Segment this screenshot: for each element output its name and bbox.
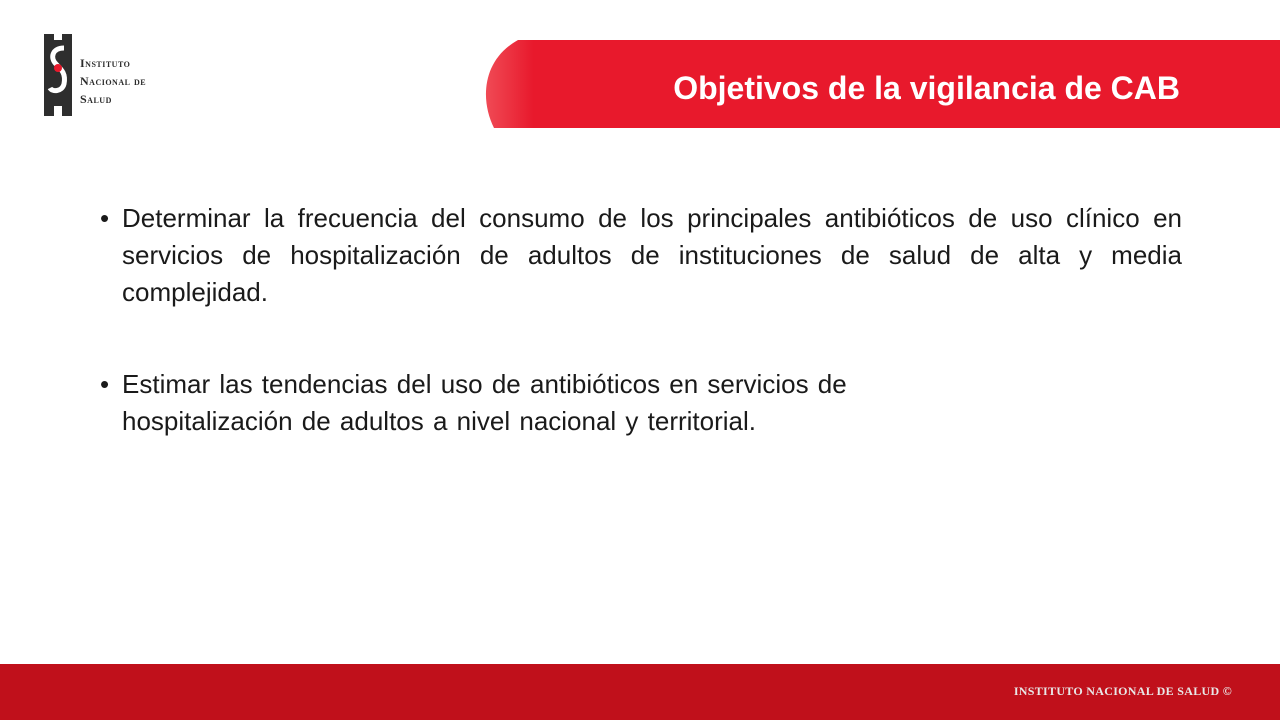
ins-logo (44, 34, 164, 118)
bullet-item (100, 366, 1182, 440)
logo-line-3: Salud (80, 92, 112, 106)
bullet-list (100, 200, 1182, 440)
ins-logo-text (80, 54, 146, 108)
logo-line-1: Instituto (80, 56, 131, 70)
logo-line-2: Nacional de (80, 74, 147, 88)
footer-bar (0, 664, 1280, 720)
bullet-text: Estimar las tendencias del uso de antibióticos en servicios de hospitalización de adultos a nivel nacional y territorial. (122, 369, 847, 436)
bullet-item (100, 200, 1182, 311)
footer-text: INSTITUTO NACIONAL DE SALUD © (1013, 684, 1232, 698)
bullet-text: Determinar la frecuencia del consumo de los principales antibióticos de uso clínico en servicios de hospitalización de adultos de instituciones de salud de alta y media complejidad. (122, 203, 1182, 307)
slide-title: Objetivos de la vigilancia de CAB (673, 70, 1180, 106)
bullet-symbol: • (100, 203, 110, 233)
ins-logo-mark (44, 34, 72, 116)
bullet-symbol: • (100, 369, 110, 399)
